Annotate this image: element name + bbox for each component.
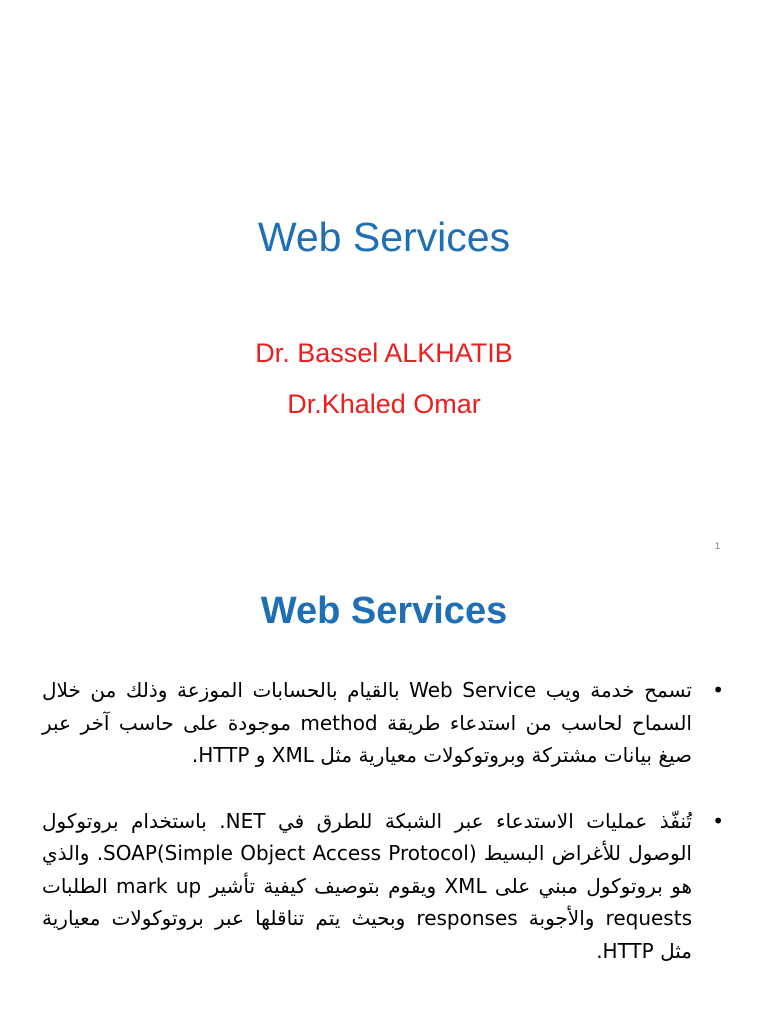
bullet-item-2 xyxy=(42,805,732,968)
slide-2-title: Web Services xyxy=(260,590,508,632)
bullet-list xyxy=(42,674,732,967)
bullet-text-1: تسمح خدمة ويب Web Service بالقيام بالحسابات الموزعة وذلك من خلال السماح لحاسب من استدعاء طريقة method موجودة على حاسب آخر عبر صيغ بيانات مشتركة وبروتوكولات معيارية مثل XML و HTTP. xyxy=(42,678,692,767)
bullet-icon: • xyxy=(712,808,724,833)
bullet-icon: • xyxy=(712,678,724,702)
bullet-item-1 xyxy=(42,674,732,772)
author-1: Dr. Bassel ALKHATIB xyxy=(255,338,513,368)
slide-1-title: Web Services xyxy=(257,214,511,260)
page-number: 1 xyxy=(714,541,720,551)
bullet-text-2: تُنفّذ عمليات الاستدعاء عبر الشبكة للطرق في NET. باستخدام بروتوكول الوصول للأغراض البسيط SOAP(Simple Object Access Protocol). والذي هو بروتوكول مبني على XML ويقوم بتوصيف كيفية تأشير mark up الطلبات requests والأجوبة responses وبحيث يتم تناقلها عبر بروتوكولات معيارية مثل HTTP. xyxy=(42,808,692,963)
author-2: Dr.Khaled Omar xyxy=(287,389,481,419)
slide-2 xyxy=(0,560,768,1024)
